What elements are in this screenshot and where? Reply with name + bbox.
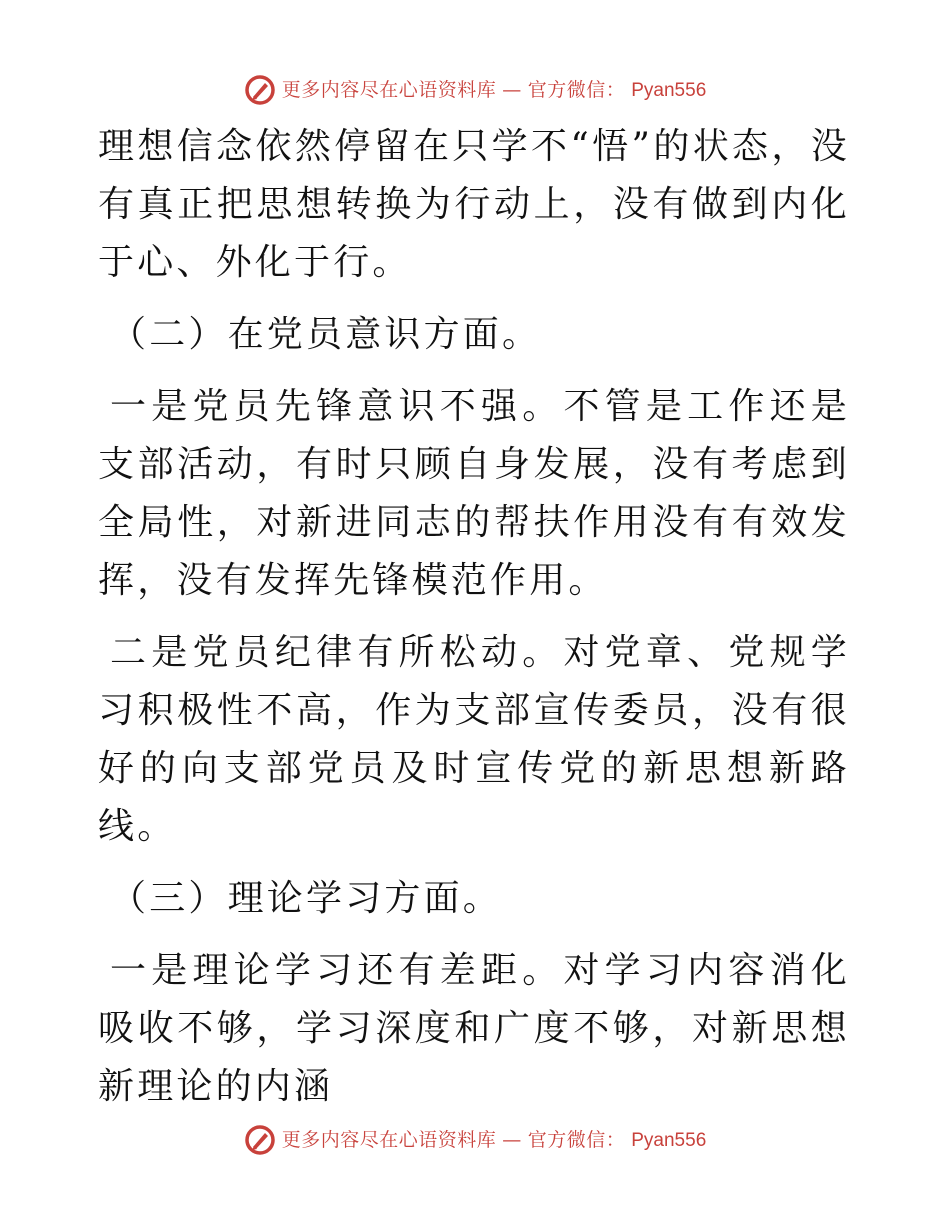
document-body <box>98 118 850 1130</box>
footer-separator: — <box>502 1128 522 1151</box>
footer-wechat-id: Pyan556 <box>631 1129 707 1151</box>
section-heading-3: （三）理论学习方面。 <box>110 878 503 919</box>
page-header <box>0 70 950 110</box>
footer-brand-text: 更多内容尽在心语资料库 <box>281 1128 497 1151</box>
paragraph-1: 理想信念依然停留在只学不“悟”的状态，没有真正把思想转换为行动上，没有做到内化于心、外化于行。 <box>98 126 850 283</box>
header-separator: — <box>502 78 522 101</box>
footer-watermark <box>244 1124 707 1156</box>
paragraph-6: 一是理论学习还有差距。对学习内容消化吸收不够，学习深度和广度不够，对新思想新理论的内涵 <box>98 950 850 1107</box>
paragraph-3: 一是党员先锋意识不强。不管是工作还是支部活动，有时只顾自身发展，没有考虑到全局性，对新进同志的帮扶作用没有有效发挥，没有发挥先锋模范作用。 <box>98 386 850 601</box>
footer-wechat-label: 官方微信： <box>527 1128 626 1151</box>
page-footer <box>0 1120 950 1160</box>
section-heading-2: （二）在党员意识方面。 <box>110 314 542 355</box>
header-brand-text: 更多内容尽在心语资料库 <box>281 78 497 101</box>
header-wechat-label: 官方微信： <box>527 78 626 101</box>
header-watermark <box>244 74 707 106</box>
pen-nib-circle-icon <box>244 74 276 106</box>
header-wechat-id: Pyan556 <box>631 79 707 101</box>
pen-nib-circle-icon <box>244 1124 276 1156</box>
paragraph-4: 二是党员纪律有所松动。对党章、党规学习积极性不高，作为支部宣传委员，没有很好的向支部党员及时宣传党的新思想新路线。 <box>98 632 850 847</box>
